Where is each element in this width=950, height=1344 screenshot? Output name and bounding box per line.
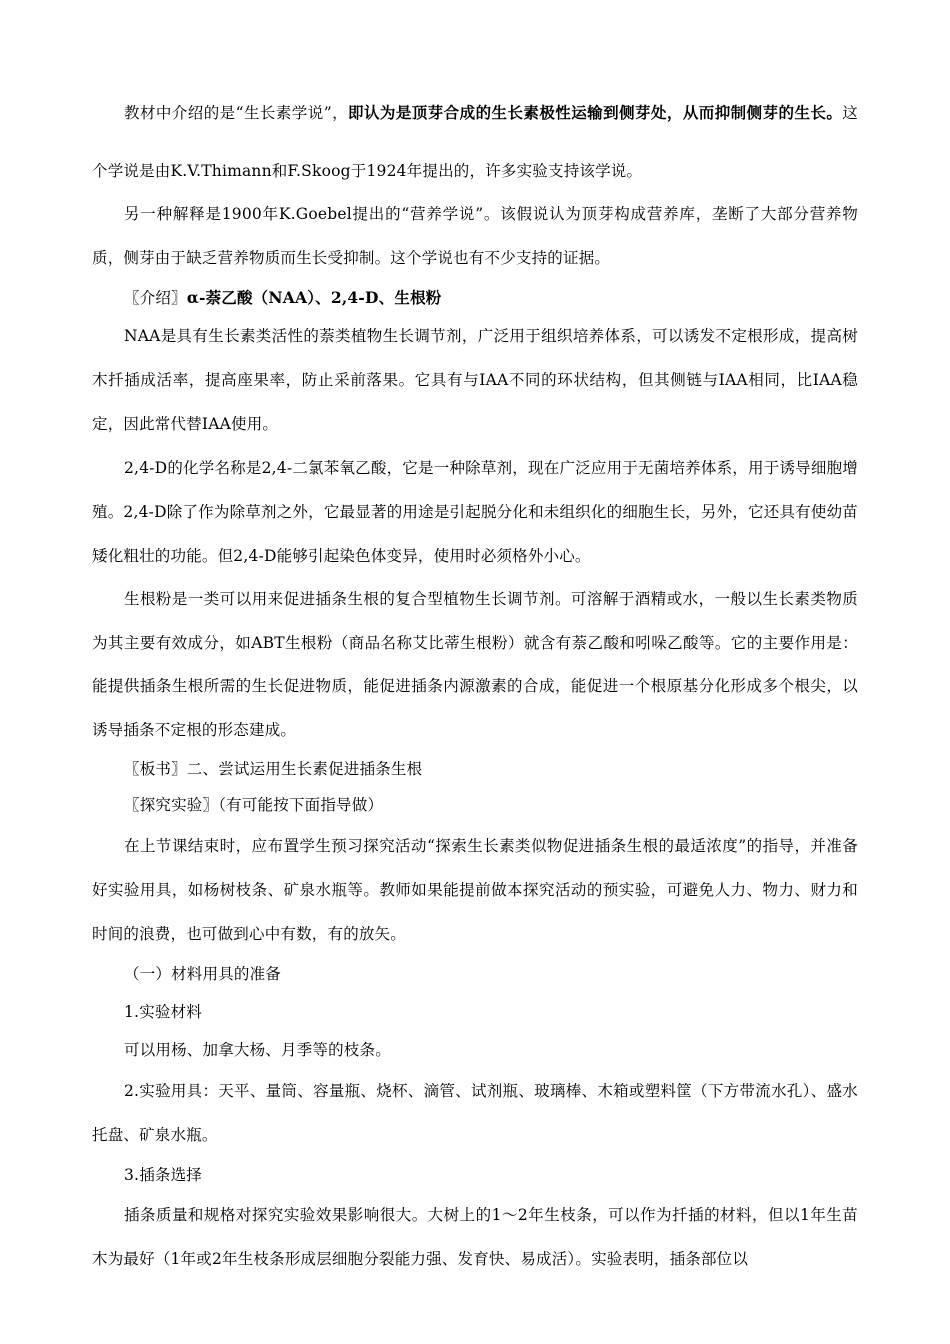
paragraph-cuttings: 插条质量和规格对探究实验效果影响很大。大树上的1～2年生枝条，可以作为扦插的材料，但以1年生苗木为最好（1年或2年生枝条形成层细胞分裂能力强、发育快、易成活）。实验表明，插条部位以 [92,1206,858,1268]
paragraph-naa: NAA是具有生长素类活性的萘类植物生长调节剂，广泛用于组织培养体系，可以诱发不定根形成，提高树木扦插成活率，提高座果率，防止采前落果。它具有与IAA不同的环状结构，但其侧链与IAA相同，比IAA稳定，因此常代替IAA使用。 [92,327,858,433]
text-segment: 教材中介绍的是“生长素学说”， [124,104,349,122]
paragraph-equipment: 2.实验用具：天平、量筒、容量瓶、烧杯、滴管、试剂瓶、玻璃棒、木箱或塑料筐（下方带流水孔）、盛水托盘、矿泉水瓶。 [92,1082,858,1144]
paragraph-nutrition-theory: 另一种解释是1900年K.Goebel提出的“营养学说”。该假说认为顶芽构成营养库，垄断了大部分营养物质，侧芽由于缺乏营养物质而生长受抑制。这个学说也有不少支持的证据。 [92,205,858,267]
bold-text-segment: 即认为是顶芽合成的生长素极性运输到侧芽处，从而抑制侧芽的生长。 [348,103,843,122]
section-heading-materials: （一）材料用具的准备 [124,965,282,983]
item-heading-materials: 1.实验材料 [124,1003,202,1021]
paragraph-materials: 可以用杨、加拿大杨、月季等的枝条。 [124,1041,391,1059]
paragraph-rooting-powder: 生根粉是一类可以用来促进插条生根的复合型植物生长调节剂。可溶解于酒精或水，一般以生长素类物质为其主要有效成分，如ABT生根粉（商品名称艾比蒂生根粉）就含有萘乙酸和吲哚乙酸等。它的主要作用是：能提供插条生根所需的生长促进物质，能促进插条内源激素的合成，能促进一个根原基分化形成多个根尖，以诱导插条不定根的形态建成。 [92,590,858,739]
document-body [92,98,858,1281]
paragraph-growth-hormone-theory [92,84,858,200]
heading-bold-text: α-萘乙酸（NAA）、2,4-D、生根粉 [186,288,442,307]
paragraph-2-4-d: 2,4-D的化学名称是2,4-二氯苯氧乙酸，它是一种除草剂，现在广泛应用于无菌培养体系，用于诱导细胞增殖。2,4-D除了作为除草剂之外，它最显著的用途是引起脱分化和未组织化的细胞生长，另外，它还具有使幼苗矮化粗壮的功能。但2,4-D能够引起染色体变异，使用时必须格外小心。 [92,459,858,565]
heading-prefix: 〖介绍〗 [124,289,187,307]
paragraph-inquiry-intro: 在上节课结束时，应布置学生预习探究活动“探索生长素类似物促进插条生根的最适浓度”的指导，并准备好实验用具，如杨树枝条、矿泉水瓶等。教师如果能提前做本探究活动的预实验，可避免人力、物力、财力和时间的浪费，也可做到心中有数，有的放矢。 [92,837,858,943]
text-segment: 这个学说是由K.V.Thimann和F.Skoog于1924年提出的，许多实验支持该学说。 [92,104,858,180]
paragraph-board-heading: 〖板书〗二、尝试运用生长素促进插条生根 [124,760,423,778]
paragraph-inquiry-heading: 〖探究实验〗（有可能按下面指导做） [124,796,384,814]
item-heading-cuttings: 3.插条选择 [124,1166,202,1184]
heading-introduction [92,278,858,318]
